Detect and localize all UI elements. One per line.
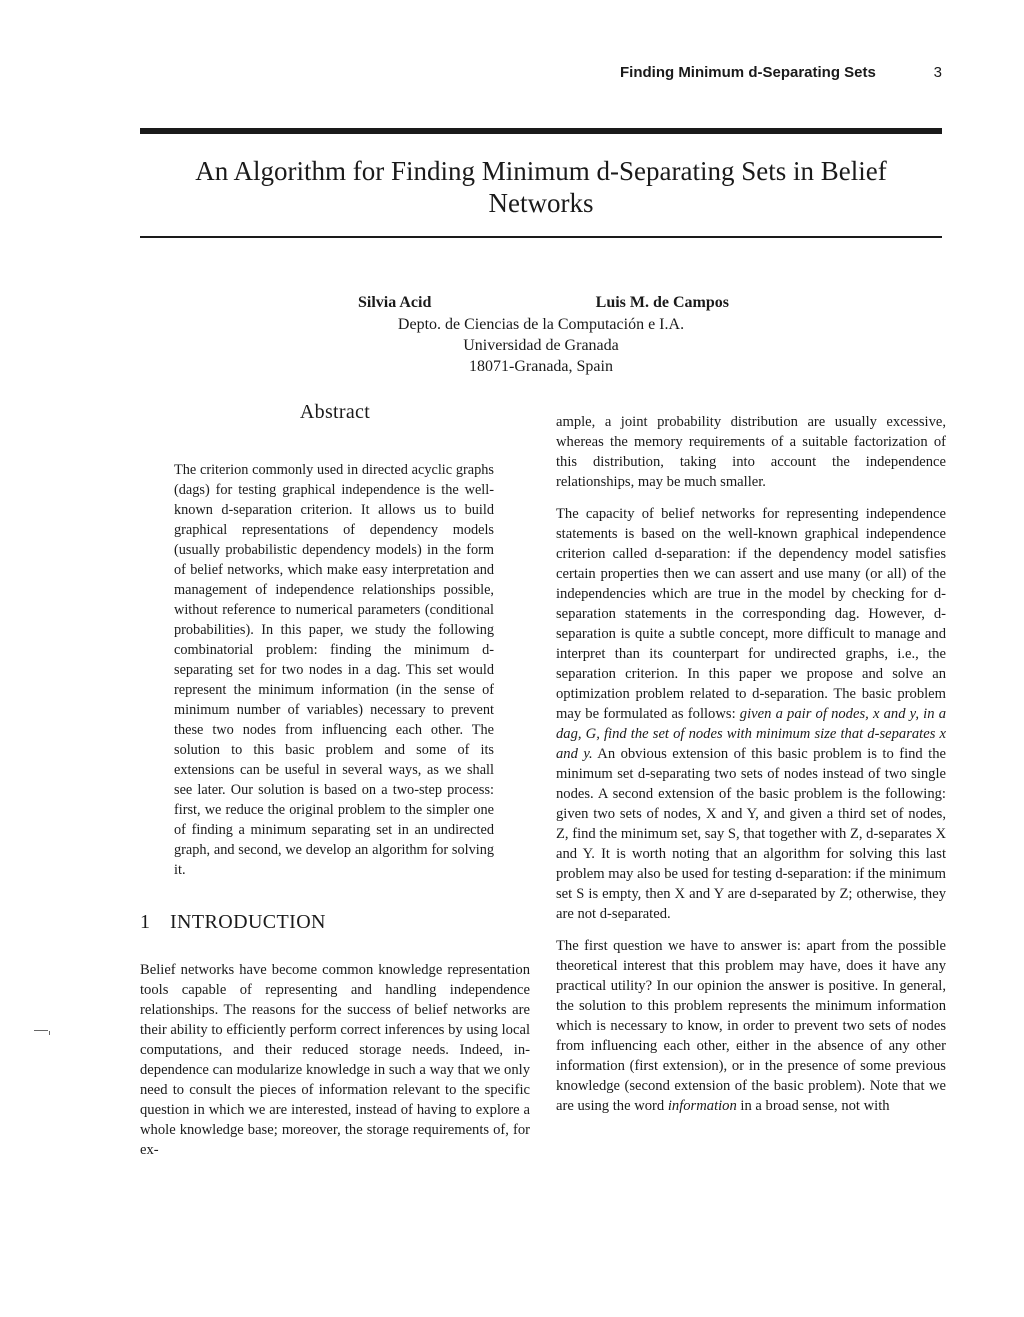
page-number: 3 [933,64,942,81]
abstract-text: The criterion commonly used in directed acyclic graphs (dags) for testing graphical independence is the well-known d-separation criterion. It allows us to build graphical representations of dependency models (usually probabilistic dependency models) in the form of belief networks, which make easy interpretation and management of independence relationships possible, without reference to numerical parameters (conditional probabilities). In this paper, we study the following combinatorial problem: finding the minimum d-separating set for two nodes in a dag. This set would represent the minimum information (in the sense of minimum number of variables) necessary to prevent these two nodes from influencing each other. The solution to this basic problem and some of its extensions can be useful in several ways, as we shall see later. Our solution is based on a two-step process: first, we reduce the original problem to the simpler one of finding a minimum separating set in an undirected graph, and second, we develop an algorithm for solving it. [174,462,494,878]
left-column [140,400,530,1160]
problem-statement: given a pair of nodes, x and y, in a dag, G, find the set of nodes with minimum size that d-separates x and y. [556,706,946,762]
paragraph: ample, a joint probability distribution are usually excessive, whereas the memory requirements of a suitable factorization of this distribution, taking into account the independence relationships, may be much smaller. [556,414,946,490]
section-heading-introduction [140,910,530,934]
paragraph-text: An obvious extension of this basic problem is to find the minimum set d-separating two sets of nodes instead of two single nodes. A second extension of the basic problem is the following: given two sets of nodes, X and Y, and given a third set of nodes, Z, find the minimum set, say S, that together with Z, d-separates X and Y. It is worth noting that an algorithm for solving this last problem may also be used for testing d-separation: if the minimum set S is empty, then X and Y are d-separated by Z; otherwise, they are not d-separated. [556,746,946,922]
section-number: 1 [140,911,151,933]
title-rule-top [140,128,942,134]
title-rule-bottom [140,236,942,238]
author-block [340,292,742,377]
affiliation-address: 18071-Granada, Spain [469,358,613,375]
margin-mark [34,1030,48,1031]
affiliation-department: Depto. de Ciencias de la Computación e I.A. [397,316,685,333]
author-name: Silvia Acid [358,294,432,311]
running-title: Finding Minimum d-Separating Sets [620,64,876,81]
affiliation-university: Universidad de Granada [463,337,619,354]
paragraph-text: The first question we have to answer is: apart from the possible theoretical interest that this problem may have, does it have any practical utility? In our opinion the answer is positive. In general, the solution to this problem represents the minimum information which is necessary to know, in order to prevent two sets of nodes from influencing each other, either in the absence of any other information (first extension), or in the presence of some previous knowledge (second extension of the basic problem). Note that we are using the word [556,938,946,1114]
paragraph-text: The capacity of belief networks for representing independence statements is based on the well-known graphical independence criterion called d-separation: if the dependency model satisfies certain properties then we can assert and use many (or all) of the independencies which are true in the model by checking for d-separation statements in the corresponding dag. However, d-separation is quite a subtle concept, more difficult to manage and interpret than its counterpart for undirected graphs, i.e., the separation criterion. In this paper we propose and solve an optimization problem related to d-separation. The basic problem may be formulated as follows: [556,506,946,722]
paragraph-text: in a broad sense, not with [736,1098,890,1114]
emphasis: information [667,1098,737,1114]
introduction-paragraph: Belief networks have become common knowledge representation tools capable of representing and handling independence relationships. The reasons for the success of belief networks are their ability to efficiently perform correct inferences by using local computations, and their reduced storage needs. Indeed, independence can modularize knowledge in such a way that we only need to consult the pieces of information relevant to the specific question in which we are interested, instead of having to explore a whole knowledge base; moreover, the storage requirements of, for ex- [140,962,530,1158]
paper-title: An Algorithm for Finding Minimum d-Separating Sets in Belief Networks [195,156,887,218]
right-column [556,412,946,1128]
paragraph [556,936,946,1116]
author-names [340,292,742,314]
section-title: INTRODUCTION [170,911,326,933]
paragraph [556,504,946,924]
author-name: Luis M. de Campos [595,294,729,311]
abstract-heading: Abstract [299,401,371,423]
